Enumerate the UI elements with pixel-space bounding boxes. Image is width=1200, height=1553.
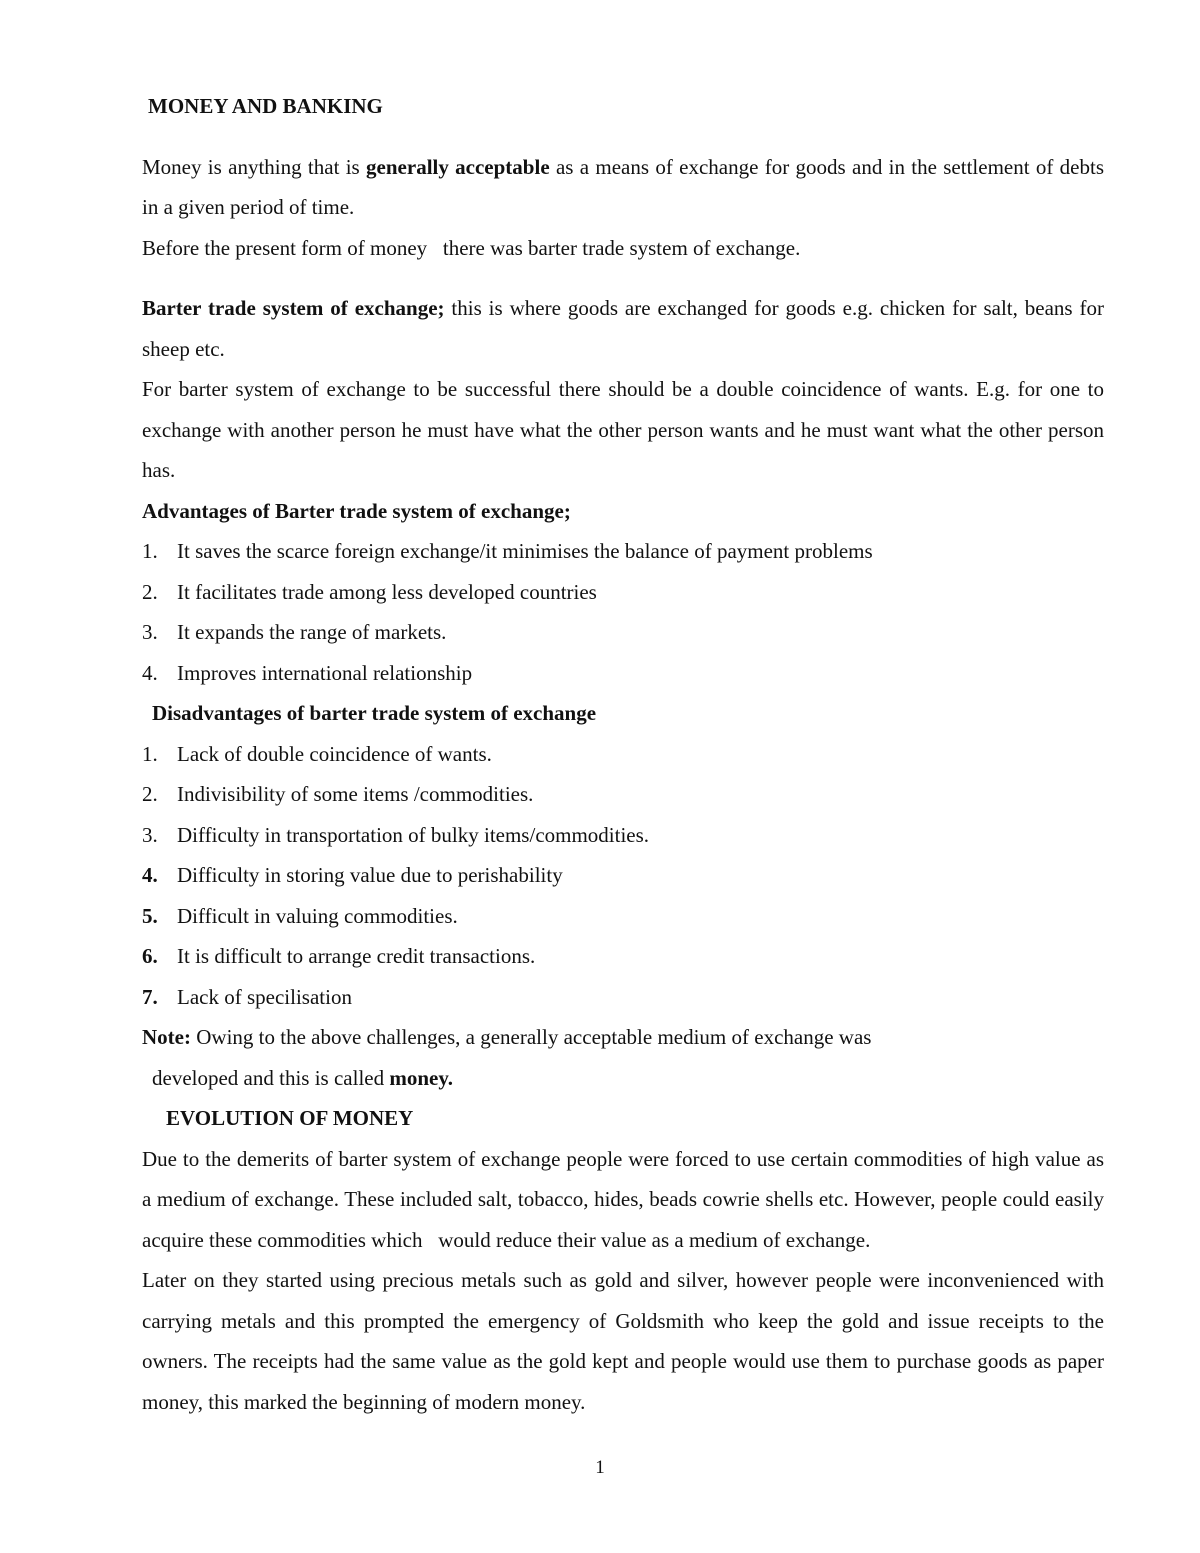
list-text: It is difficult to arrange credit transactions. — [177, 944, 536, 968]
note-text-2: developed and this is called — [152, 1065, 390, 1090]
list-text: Indivisibility of some items /commodities. — [177, 782, 534, 806]
page-content — [142, 86, 1110, 1422]
note-text: Owing to the above challenges, a generally acceptable medium of exchange was — [190, 1025, 872, 1049]
list-text: Lack of specilisation — [177, 984, 352, 1009]
list-item — [142, 531, 1104, 572]
double-coincidence-paragraph: For barter system of exchange to be successful there should be a double coincidence of wants. E.g. for one to exchange with another person he must have what the other person wants and he must want what the other person has. — [142, 377, 1104, 482]
list-text: Difficulty in transportation of bulky items/commodities. — [177, 822, 650, 847]
barter-intro: Before the present form of money there was barter trade system of exchange. — [142, 235, 801, 260]
list-number: 7. — [142, 984, 158, 1009]
page-title: MONEY AND BANKING — [148, 94, 383, 118]
list-number: 3. — [142, 822, 158, 847]
list-item — [142, 936, 1104, 977]
list-number: 4. — [142, 863, 158, 887]
list-item — [142, 572, 1104, 613]
list-number: 5. — [142, 903, 158, 928]
disadvantages-heading-text: Disadvantages of barter trade system of exchange — [152, 701, 597, 725]
money-term: money. — [389, 1065, 453, 1090]
note-label: Note: — [142, 1025, 191, 1049]
list-item — [142, 977, 1104, 1018]
list-item — [142, 855, 1104, 896]
advantages-heading — [142, 491, 1104, 532]
list-item — [142, 815, 1104, 856]
list-number: 2. — [142, 782, 158, 806]
barter-definition-text: this is where goods are exchanged for goods e.g. chicken for salt, beans for sheep etc. — [142, 296, 1105, 361]
list-text: It facilitates trade among less developed countries — [177, 579, 597, 604]
list-item — [142, 612, 1104, 653]
note-line-2 — [142, 1058, 1104, 1099]
list-item — [142, 734, 1104, 775]
list-text: Improves international relationship — [177, 660, 473, 685]
list-text: It saves the scarce foreign exchange/it minimises the balance of payment problems — [177, 539, 873, 563]
generally-acceptable-term: generally acceptable — [366, 154, 550, 179]
list-item — [142, 896, 1104, 937]
list-item — [142, 774, 1104, 815]
advantages-list — [142, 531, 1104, 693]
money-definition-text: Money is anything that is — [142, 154, 367, 179]
list-item — [142, 653, 1104, 694]
list-number: 6. — [142, 944, 158, 968]
list-text: Lack of double coincidence of wants. — [177, 741, 492, 766]
advantages-heading-text: Advantages of Barter trade system of exchange; — [142, 498, 571, 523]
note-line-1 — [142, 1017, 1104, 1058]
money-definition — [142, 147, 1104, 228]
disadvantages-heading — [142, 693, 1104, 734]
page-number: 1 — [595, 1457, 605, 1478]
disadvantages-list — [142, 734, 1104, 1018]
list-text: Difficulty in storing value due to perishability — [177, 863, 563, 887]
list-number: 3. — [142, 620, 158, 644]
list-number: 1. — [142, 741, 158, 766]
list-number: 2. — [142, 579, 158, 604]
evolution-paragraph-1: Due to the demerits of barter system of exchange people were forced to use certain commodities of high value as a medium of exchange. These included salt, tobacco, hides, beads cowrie shells etc. However, people could easily acquire these commodities which would reduce their value as a medium of exchange. — [142, 1146, 1110, 1252]
list-text: Difficult in valuing commodities. — [177, 903, 458, 928]
list-number: 4. — [142, 660, 158, 685]
list-number: 1. — [142, 539, 158, 563]
barter-definition — [142, 288, 1104, 369]
list-text: It expands the range of markets. — [177, 620, 447, 644]
money-definition-text-end: as a means of exchange for goods and in the settlement of debts in a given period of time. — [142, 154, 1104, 219]
evolution-heading: EVOLUTION OF MONEY — [166, 1106, 414, 1130]
barter-term: Barter trade system of exchange; — [142, 296, 445, 320]
evolution-paragraph-2: Later on they started using precious metals such as gold and silver, however people were inconvenienced with carrying metals and this prompted the emergency of Goldsmith who keep the gold and issue receipts to the owners. The receipts had the same value as the gold kept and people would use them to purchase goods as paper money, this marked the beginning of modern money. — [142, 1268, 1104, 1414]
